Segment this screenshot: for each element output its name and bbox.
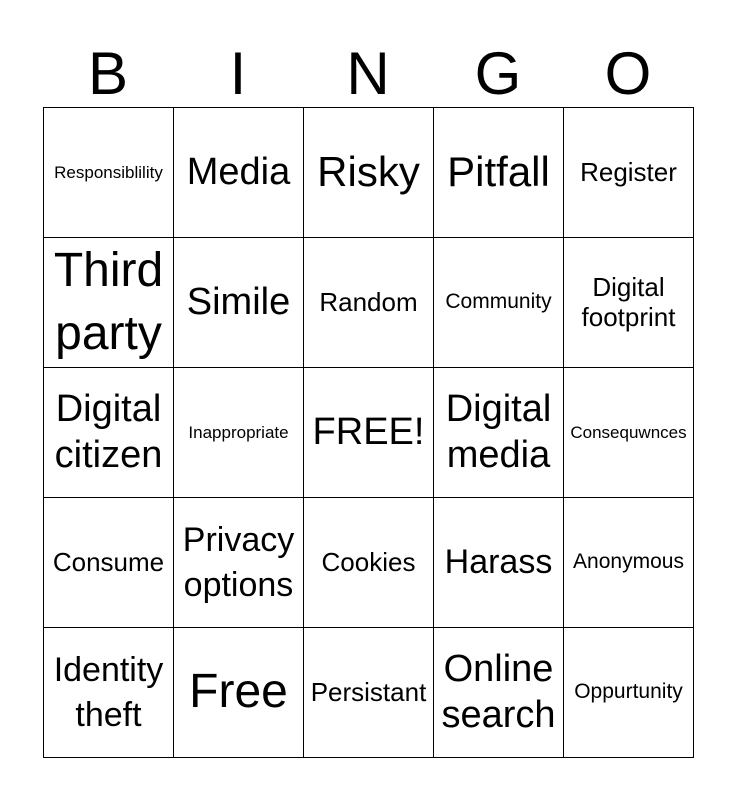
cell-label: Identity theft xyxy=(53,651,164,734)
bingo-cell[interactable] xyxy=(304,628,434,758)
bingo-cell[interactable] xyxy=(304,498,434,628)
header-letter-g: G xyxy=(474,40,522,107)
bingo-cell[interactable] xyxy=(174,498,304,628)
bingo-cell[interactable] xyxy=(564,628,694,758)
bingo-cell[interactable] xyxy=(434,498,564,628)
cell-label: Responsiblility xyxy=(54,162,163,182)
bingo-cell[interactable] xyxy=(564,368,694,498)
bingo-cell[interactable] xyxy=(44,368,174,498)
bingo-cell[interactable] xyxy=(44,498,174,628)
bingo-cell[interactable] xyxy=(564,108,694,238)
header-letter-o: O xyxy=(604,40,652,107)
bingo-cell[interactable] xyxy=(304,238,434,368)
cell-label: Digital footprint xyxy=(581,271,676,332)
cell-label: Consume xyxy=(52,546,165,577)
cell-label: Pitfall xyxy=(447,148,550,196)
cell-label: Online search xyxy=(441,647,556,736)
cell-label: Media xyxy=(186,150,291,193)
bingo-cell[interactable] xyxy=(174,238,304,368)
bingo-cell[interactable] xyxy=(564,498,694,628)
cell-label: Free xyxy=(189,665,288,719)
cell-label: Random xyxy=(319,286,418,317)
bingo-cell[interactable] xyxy=(44,628,174,758)
bingo-cell[interactable] xyxy=(44,238,174,368)
bingo-cell[interactable] xyxy=(434,628,564,758)
bingo-cell[interactable] xyxy=(434,238,564,368)
bingo-cell[interactable] xyxy=(174,368,304,498)
header-letter-i: I xyxy=(229,40,247,107)
cell-label: Digital media xyxy=(445,387,552,476)
free-space-label: FREE! xyxy=(312,410,425,453)
bingo-cell[interactable] xyxy=(304,108,434,238)
bingo-cell[interactable] xyxy=(44,108,174,238)
cell-label: Simile xyxy=(186,280,291,323)
cell-label: Community xyxy=(445,290,552,314)
cell-label: Consequwnces xyxy=(570,422,687,442)
bingo-cell[interactable] xyxy=(304,368,434,498)
header-letter-n: N xyxy=(346,40,390,107)
cell-label: Digital citizen xyxy=(54,387,163,476)
cell-label: Oppurtunity xyxy=(574,680,683,704)
cell-label: Privacy options xyxy=(182,521,295,604)
cell-label: Cookies xyxy=(321,546,416,577)
bingo-cell[interactable] xyxy=(174,628,304,758)
bingo-cell[interactable] xyxy=(174,108,304,238)
bingo-cell[interactable] xyxy=(434,368,564,498)
cell-label: Third party xyxy=(53,244,164,360)
bingo-cell[interactable] xyxy=(434,108,564,238)
cell-label: Register xyxy=(580,156,677,187)
header-letter-b: B xyxy=(87,40,129,107)
bingo-header xyxy=(43,40,693,108)
bingo-cell[interactable] xyxy=(564,238,694,368)
cell-label: Persistant xyxy=(310,676,427,707)
cell-label: Risky xyxy=(317,148,420,196)
cell-label: Anonymous xyxy=(573,550,684,574)
cell-label: Harass xyxy=(444,543,553,582)
cell-label: Inappropriate xyxy=(188,422,289,442)
bingo-board xyxy=(43,107,694,758)
